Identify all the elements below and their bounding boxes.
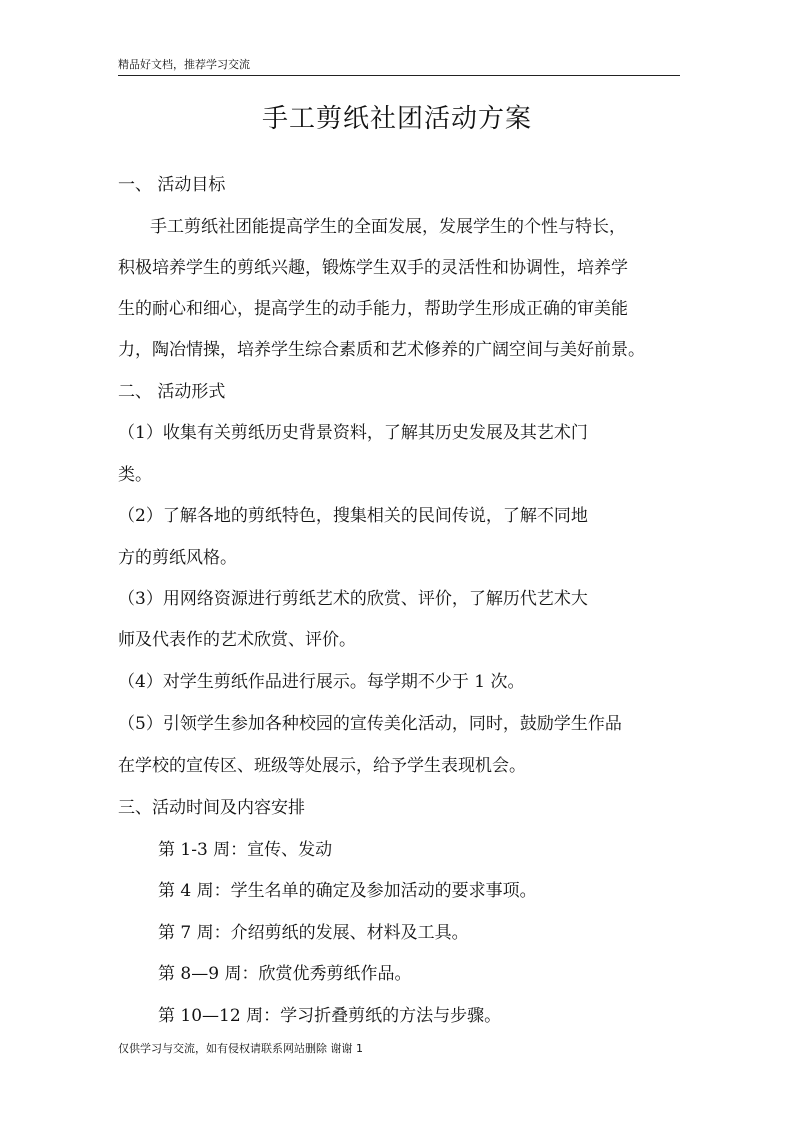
schedule-item: 第 1-3 周：宣传、发动 xyxy=(158,840,333,860)
section-2-item-line: （1）收集有关剪纸历史背景资料，了解其历史发展及其艺术门 xyxy=(118,423,588,443)
document-title: 手工剪纸社团活动方案 xyxy=(261,104,532,134)
section-1-paragraph-line: 手工剪纸社团能提高学生的全面发展，发展学生的个性与特长， xyxy=(150,217,626,237)
section-1-paragraph-line: 生的耐心和细心，提高学生的动手能力，帮助学生形成正确的审美能 xyxy=(118,299,628,319)
page-header: 精品好文档，推荐学习交流 xyxy=(118,56,680,76)
schedule-item: 第 4 周：学生名单的确定及参加活动的要求事项。 xyxy=(158,881,537,901)
section-2-item-line: （2）了解各地的剪纸特色，搜集相关的民间传说，了解不同地 xyxy=(118,506,588,526)
section-1-paragraph-line: 力，陶冶情操，培养学生综合素质和艺术修养的广阔空间与美好前景。 xyxy=(118,340,645,360)
schedule-item: 第 7 周：介绍剪纸的发展、材料及工具。 xyxy=(158,923,469,943)
section-3-heading: 三、活动时间及内容安排 xyxy=(118,798,305,818)
page-footer: 仅供学习与交流，如有侵权请联系网站删除 谢谢 1 xyxy=(118,1042,363,1055)
section-2-item-line: 在学校的宣传区、班级等处展示，给予学生表现机会。 xyxy=(118,756,526,776)
section-1-heading: 一、 活动目标 xyxy=(118,175,226,195)
schedule-item: 第 10—12 周：学习折叠剪纸的方法与步骤。 xyxy=(158,1006,502,1026)
section-2-item-line: 师及代表作的艺术欣赏、评价。 xyxy=(118,630,356,650)
section-2-item-line: 类。 xyxy=(118,465,152,485)
section-2-heading: 二、 活动形式 xyxy=(118,382,226,402)
section-1-paragraph-line: 积极培养学生的剪纸兴趣，锻炼学生双手的灵活性和协调性，培养学 xyxy=(118,258,628,278)
section-2-item-line: （3）用网络资源进行剪纸艺术的欣赏、评价，了解历代艺术大 xyxy=(118,589,588,609)
schedule-item: 第 8—9 周：欣赏优秀剪纸作品。 xyxy=(158,964,412,984)
section-2-item-line: 方的剪纸风格。 xyxy=(118,548,237,568)
section-2-item-line: （5）引领学生参加各种校园的宣传美化活动，同时，鼓励学生作品 xyxy=(118,714,622,734)
section-2-item-line: （4）对学生剪纸作品进行展示。每学期不少于 1 次。 xyxy=(118,672,525,692)
